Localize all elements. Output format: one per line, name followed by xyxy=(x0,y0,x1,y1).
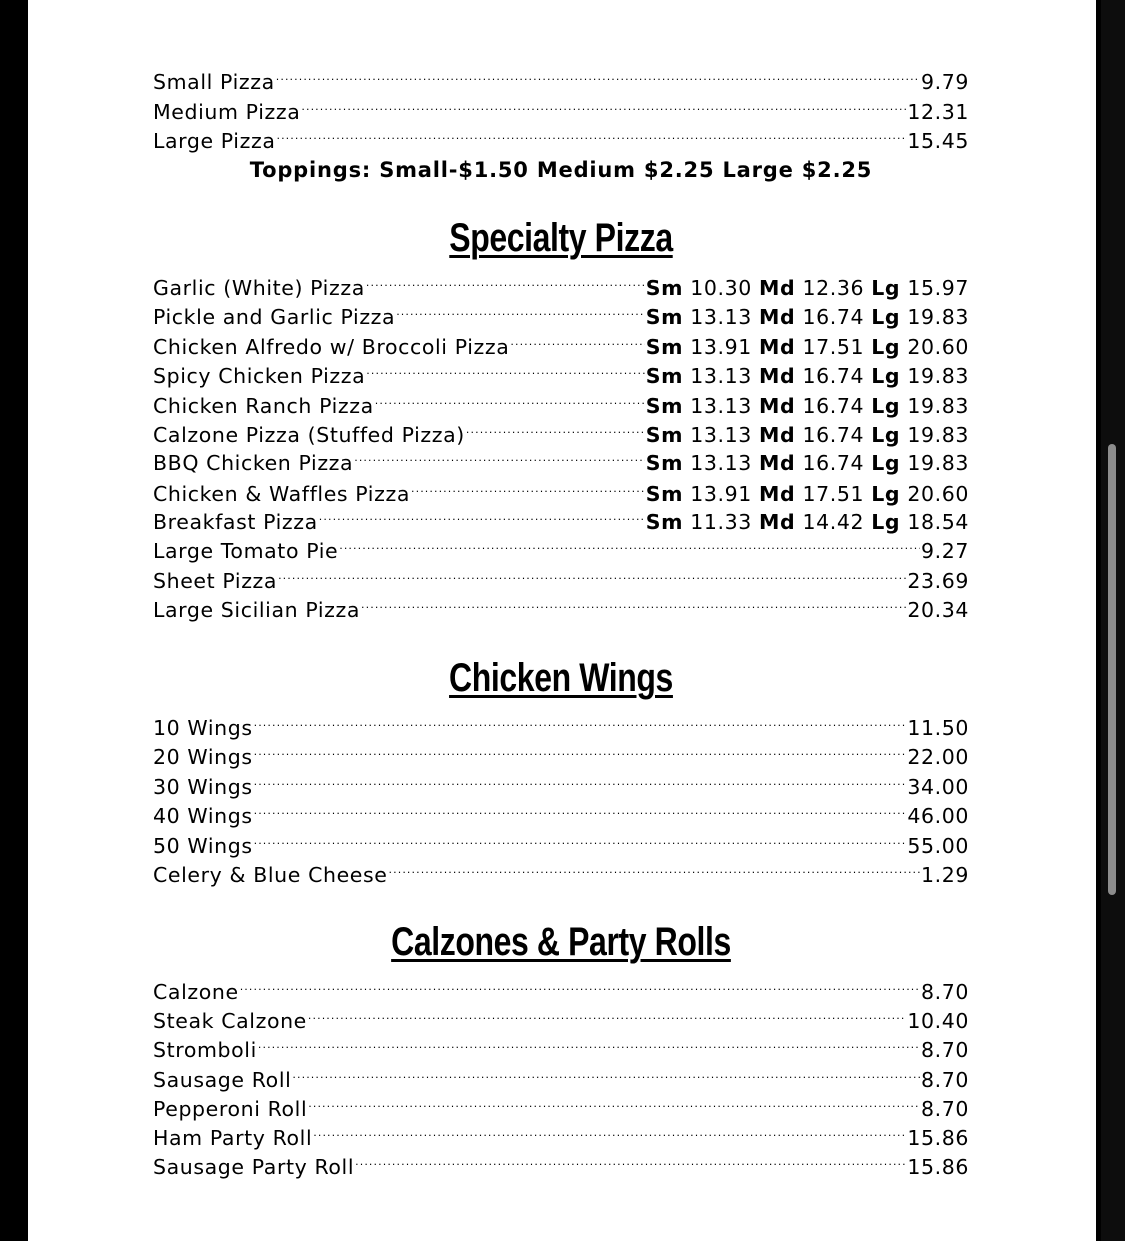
large-size-label: Lg xyxy=(871,335,901,359)
small-size-price: 13.13 xyxy=(690,423,752,447)
item-name: Medium Pizza xyxy=(153,100,301,124)
small-size-label: Sm xyxy=(645,451,684,475)
medium-size-price: 16.74 xyxy=(802,364,865,388)
large-size-price: 19.83 xyxy=(907,305,969,329)
item-name: 40 Wings xyxy=(153,804,253,829)
menu-item xyxy=(153,978,969,1006)
medium-size-label: Md xyxy=(759,482,796,506)
dot-leader xyxy=(366,275,645,295)
item-name: Ham Party Roll xyxy=(153,1126,313,1150)
item-name: Calzone xyxy=(153,980,239,1004)
size-prices xyxy=(646,274,969,302)
size-prices xyxy=(646,333,969,361)
small-size-label: Sm xyxy=(645,335,684,359)
small-size-label: Sm xyxy=(645,276,684,300)
item-name: Steak Calzone xyxy=(153,1009,307,1034)
menu-item xyxy=(153,1095,969,1123)
dot-leader xyxy=(258,1037,920,1057)
item-name: Pickle and Garlic Pizza xyxy=(153,305,396,329)
dot-leader xyxy=(354,450,645,470)
menu-item xyxy=(153,596,969,624)
specialty-menu-item xyxy=(153,449,969,477)
item-name: Stromboli xyxy=(153,1038,257,1063)
item-price: 55.00 xyxy=(907,833,969,858)
size-prices xyxy=(646,362,969,390)
large-size-price: 19.83 xyxy=(907,364,969,388)
large-size-label: Lg xyxy=(871,364,901,388)
item-price: 12.31 xyxy=(907,100,969,124)
item-name: Sausage Roll xyxy=(153,1067,292,1092)
item-name: Calzone Pizza (Stuffed Pizza) xyxy=(153,423,465,447)
dot-leader xyxy=(396,304,645,324)
large-size-price: 18.54 xyxy=(907,510,969,534)
item-price: 34.00 xyxy=(907,774,969,799)
size-prices xyxy=(646,480,969,508)
dot-leader xyxy=(375,393,645,413)
dot-leader xyxy=(240,979,920,999)
specialty-menu-item xyxy=(153,392,969,420)
item-name: Large Tomato Pie xyxy=(153,539,339,563)
section-heading-calzones-party-rolls: Calzones & Party Rolls xyxy=(391,920,731,964)
item-name: BBQ Chicken Pizza xyxy=(153,451,354,475)
specialty-menu-item xyxy=(153,480,969,508)
medium-size-price: 17.51 xyxy=(802,335,865,359)
specialty-menu-item xyxy=(153,333,969,361)
item-name: Small Pizza xyxy=(153,70,275,94)
item-name: Garlic (White) Pizza xyxy=(153,276,365,300)
small-size-price: 13.91 xyxy=(690,482,752,506)
large-size-price: 15.97 xyxy=(907,276,969,300)
small-size-price: 13.13 xyxy=(690,394,752,418)
menu-item xyxy=(153,802,969,830)
large-size-price: 19.83 xyxy=(907,394,969,418)
dot-leader xyxy=(278,568,906,588)
item-price: 8.70 xyxy=(920,1096,969,1121)
section-heading-chicken-wings: Chicken Wings xyxy=(449,656,673,700)
small-size-label: Sm xyxy=(645,423,684,447)
small-size-price: 11.33 xyxy=(690,510,752,534)
small-size-label: Sm xyxy=(645,510,684,534)
scrollbar-thumb[interactable] xyxy=(1108,444,1116,895)
medium-size-price: 16.74 xyxy=(802,423,865,447)
menu-item xyxy=(153,1066,969,1094)
medium-size-price: 16.74 xyxy=(802,305,865,329)
scrollbar[interactable] xyxy=(1101,0,1125,1241)
item-price: 9.79 xyxy=(920,70,969,94)
dot-leader xyxy=(254,833,907,853)
menu-item xyxy=(153,714,969,742)
dot-leader xyxy=(254,715,907,735)
item-price: 1.29 xyxy=(920,863,969,887)
large-size-label: Lg xyxy=(871,451,901,475)
large-size-label: Lg xyxy=(871,482,901,506)
size-prices xyxy=(646,392,969,420)
small-size-label: Sm xyxy=(645,394,684,418)
specialty-menu-item xyxy=(153,421,969,449)
dot-leader xyxy=(510,334,644,354)
large-size-label: Lg xyxy=(871,394,901,418)
medium-size-label: Md xyxy=(759,510,796,534)
item-name: Large Pizza xyxy=(153,129,276,153)
item-name: 10 Wings xyxy=(153,716,253,740)
dot-leader xyxy=(308,1008,906,1028)
large-size-label: Lg xyxy=(871,423,901,447)
item-price: 15.86 xyxy=(907,1126,969,1150)
item-name: Pepperoni Roll xyxy=(153,1096,308,1121)
dot-leader xyxy=(254,803,907,823)
small-size-label: Sm xyxy=(645,482,684,506)
item-price: 46.00 xyxy=(907,804,969,829)
medium-size-price: 16.74 xyxy=(802,451,865,475)
menu-page xyxy=(28,0,1096,1241)
size-prices xyxy=(646,303,969,331)
medium-size-price: 17.51 xyxy=(802,482,865,506)
large-size-label: Lg xyxy=(871,276,901,300)
dot-leader xyxy=(254,744,907,764)
menu-item xyxy=(153,1124,969,1152)
section-heading-specialty-pizza: Specialty Pizza xyxy=(449,216,673,260)
dot-leader xyxy=(411,481,645,501)
medium-size-label: Md xyxy=(759,451,796,475)
item-price: 15.86 xyxy=(907,1155,969,1180)
large-size-price: 20.60 xyxy=(907,482,969,506)
dot-leader xyxy=(276,69,920,89)
dot-leader xyxy=(389,862,920,882)
item-price: 8.70 xyxy=(920,1038,969,1063)
item-price: 11.50 xyxy=(907,716,969,740)
item-name: 50 Wings xyxy=(153,833,253,858)
medium-size-label: Md xyxy=(759,305,796,329)
small-size-price: 13.91 xyxy=(690,335,752,359)
menu-item-small-pizza xyxy=(153,68,969,96)
item-price: 15.45 xyxy=(907,129,969,153)
item-name: Sheet Pizza xyxy=(153,568,278,593)
size-prices xyxy=(646,449,969,477)
menu-item xyxy=(153,773,969,801)
size-prices xyxy=(646,508,969,536)
medium-size-price: 14.42 xyxy=(802,510,865,534)
dot-leader xyxy=(301,99,906,119)
toppings-note: Toppings: Small-$1.50 Medium $2.25 Large $2.25 xyxy=(249,158,873,182)
medium-size-label: Md xyxy=(759,335,796,359)
specialty-menu-item xyxy=(153,508,969,536)
small-size-label: Sm xyxy=(645,364,684,388)
item-name: 30 Wings xyxy=(153,774,253,799)
medium-size-price: 12.36 xyxy=(802,276,865,300)
menu-item xyxy=(153,1153,969,1181)
medium-size-label: Md xyxy=(759,276,796,300)
dot-leader xyxy=(254,774,907,794)
large-size-price: 19.83 xyxy=(907,451,969,475)
menu-item xyxy=(153,861,969,889)
item-name: Celery & Blue Cheese xyxy=(153,863,388,887)
item-name: Spicy Chicken Pizza xyxy=(153,364,366,388)
medium-size-label: Md xyxy=(759,364,796,388)
dot-leader xyxy=(355,1154,906,1174)
large-size-price: 19.83 xyxy=(907,423,969,447)
dot-leader xyxy=(361,597,906,617)
item-name: 20 Wings xyxy=(153,745,253,770)
specialty-menu-item xyxy=(153,274,969,302)
item-name: Chicken Ranch Pizza xyxy=(153,394,374,418)
item-price: 8.70 xyxy=(920,980,969,1004)
menu-item-medium-pizza xyxy=(153,98,969,126)
specialty-menu-item xyxy=(153,362,969,390)
item-price: 10.40 xyxy=(907,1009,969,1034)
item-price: 8.70 xyxy=(920,1067,969,1092)
dot-leader xyxy=(339,538,920,558)
item-name: Chicken Alfredo w/ Broccoli Pizza xyxy=(153,335,510,359)
specialty-menu-item xyxy=(153,303,969,331)
item-name: Large Sicilian Pizza xyxy=(153,598,361,622)
dot-leader xyxy=(466,422,645,442)
medium-size-price: 16.74 xyxy=(802,394,865,418)
dot-leader xyxy=(319,509,645,529)
large-size-label: Lg xyxy=(871,305,901,329)
small-size-label: Sm xyxy=(645,305,684,329)
item-price: 23.69 xyxy=(907,568,969,593)
large-size-label: Lg xyxy=(871,510,901,534)
item-name: Breakfast Pizza xyxy=(153,510,318,534)
menu-item xyxy=(153,537,969,565)
menu-item xyxy=(153,743,969,771)
small-size-price: 13.13 xyxy=(690,364,752,388)
small-size-price: 13.13 xyxy=(690,451,752,475)
large-size-price: 20.60 xyxy=(907,335,969,359)
item-name: Chicken & Waffles Pizza xyxy=(153,482,410,506)
dot-leader xyxy=(308,1096,920,1116)
medium-size-label: Md xyxy=(759,423,796,447)
medium-size-label: Md xyxy=(759,394,796,418)
dot-leader xyxy=(366,363,644,383)
menu-item xyxy=(153,1036,969,1064)
item-price: 22.00 xyxy=(907,745,969,770)
menu-item xyxy=(153,832,969,860)
item-name: Sausage Party Roll xyxy=(153,1155,355,1180)
item-price: 9.27 xyxy=(920,539,969,563)
dot-leader xyxy=(292,1067,920,1087)
small-size-price: 13.13 xyxy=(690,305,752,329)
size-prices xyxy=(646,421,969,449)
menu-item xyxy=(153,567,969,595)
dot-leader xyxy=(276,128,906,148)
menu-item-large-pizza xyxy=(153,127,969,155)
dot-leader xyxy=(313,1125,906,1145)
item-price: 20.34 xyxy=(907,598,969,622)
menu-item xyxy=(153,1007,969,1035)
small-size-price: 10.30 xyxy=(690,276,752,300)
